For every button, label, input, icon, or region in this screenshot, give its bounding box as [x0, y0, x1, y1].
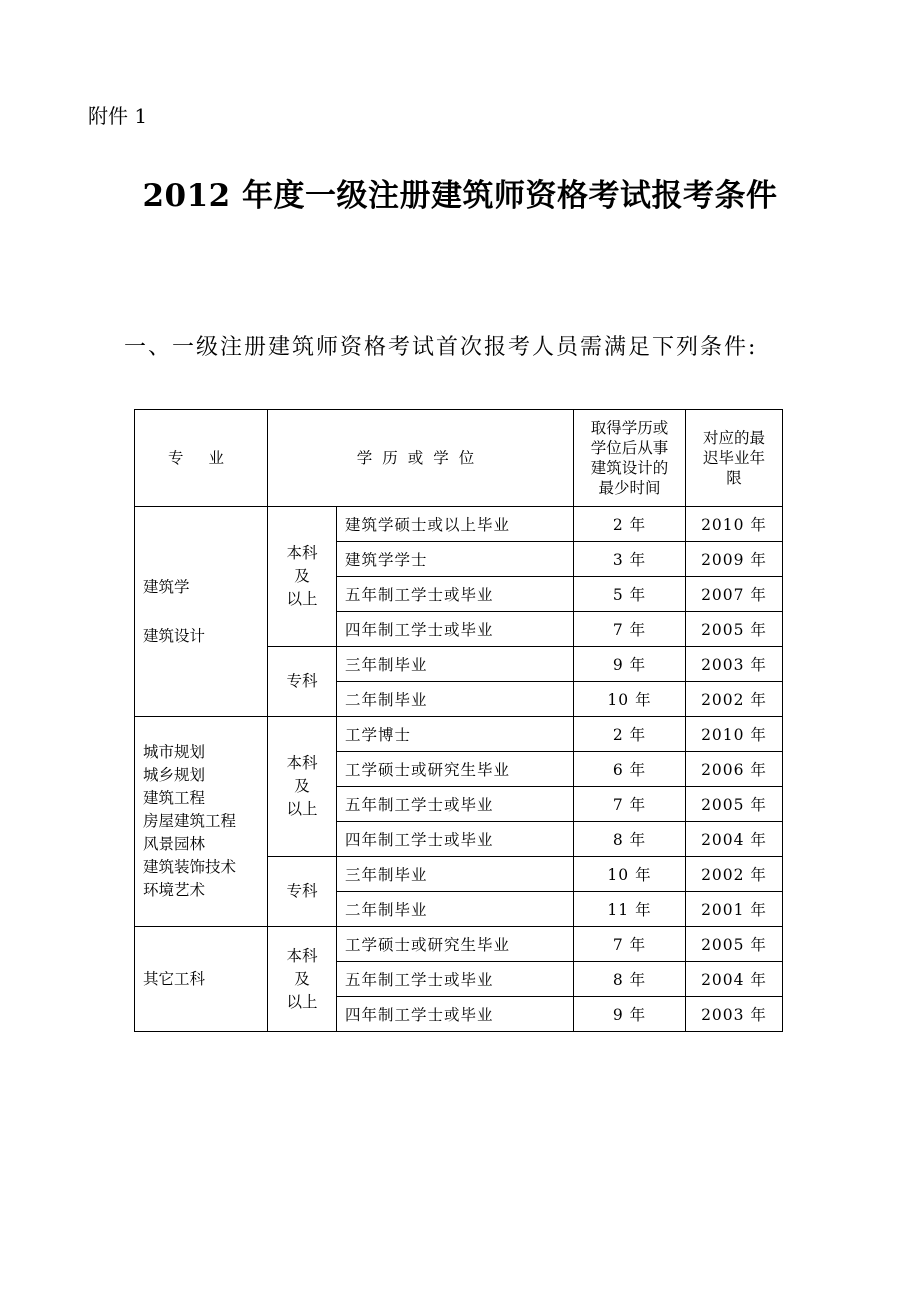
deadline-cell: 2004 年 [686, 822, 783, 857]
table-row [135, 507, 783, 542]
deadline-cell: 2006 年 [686, 752, 783, 787]
major-cell [135, 717, 268, 927]
section-heading: 一、一级注册建筑师资格考试首次报考人员需满足下列条件: [124, 335, 758, 360]
deadline-cell: 2002 年 [686, 682, 783, 717]
min-years-cell: 8 年 [574, 962, 686, 997]
degree-cell: 四年制工学士或毕业 [337, 997, 574, 1032]
level-cell [268, 857, 337, 927]
degree-cell: 工学博士 [337, 717, 574, 752]
deadline-cell: 2010 年 [686, 717, 783, 752]
deadline-cell: 2004 年 [686, 962, 783, 997]
table-header-row [135, 410, 783, 507]
min-years-cell: 10 年 [574, 682, 686, 717]
min-years-cell: 7 年 [574, 612, 686, 647]
major-cell [135, 927, 268, 1032]
degree-cell: 工学硕士或研究生毕业 [337, 752, 574, 787]
min-years-cell: 2 年 [574, 717, 686, 752]
header-major: 专 业 [135, 410, 268, 507]
level-label: 本科 及 以上 [286, 946, 318, 1011]
degree-cell: 二年制毕业 [337, 892, 574, 927]
deadline-cell: 2009 年 [686, 542, 783, 577]
min-years-cell: 7 年 [574, 787, 686, 822]
table-row [135, 927, 783, 962]
page-title: 2012 年度一级注册建筑师资格考试报考条件 [142, 178, 778, 214]
major-name: 环境艺术 [143, 881, 206, 899]
table-body [135, 507, 783, 1032]
major-name: 建筑装饰技术 [143, 858, 237, 876]
table-row [135, 717, 783, 752]
deadline-cell: 2007 年 [686, 577, 783, 612]
min-years-cell: 7 年 [574, 927, 686, 962]
major-name: 风景园林 [143, 835, 206, 853]
min-years-cell: 3 年 [574, 542, 686, 577]
level-label: 本科 及 以上 [286, 544, 318, 608]
degree-cell: 建筑学硕士或以上毕业 [337, 507, 574, 542]
degree-cell: 三年制毕业 [337, 647, 574, 682]
deadline-cell: 2003 年 [686, 997, 783, 1032]
level-label: 专科 [286, 882, 318, 900]
deadline-cell: 2005 年 [686, 927, 783, 962]
level-cell [268, 717, 337, 857]
degree-cell: 工学硕士或研究生毕业 [337, 927, 574, 962]
level-label: 专科 [286, 672, 318, 690]
deadline-cell: 2002 年 [686, 857, 783, 892]
major-name: 城市规划 [143, 743, 206, 761]
major-name: 建筑设计 [143, 626, 206, 645]
degree-cell: 四年制工学士或毕业 [337, 612, 574, 647]
min-years-cell: 5 年 [574, 577, 686, 612]
deadline-cell: 2001 年 [686, 892, 783, 927]
major-name: 建筑工程 [143, 789, 206, 807]
degree-cell: 四年制工学士或毕业 [337, 822, 574, 857]
major-name: 房屋建筑工程 [143, 812, 237, 830]
degree-cell: 五年制工学士或毕业 [337, 962, 574, 997]
min-years-cell: 2 年 [574, 507, 686, 542]
degree-cell: 五年制工学士或毕业 [337, 577, 574, 612]
requirements-table [134, 409, 783, 1032]
min-years-cell: 6 年 [574, 752, 686, 787]
degree-cell: 五年制工学士或毕业 [337, 787, 574, 822]
level-cell [268, 647, 337, 717]
min-years-cell: 9 年 [574, 647, 686, 682]
level-label: 本科 及 以上 [286, 754, 318, 818]
degree-cell: 建筑学学士 [337, 542, 574, 577]
deadline-cell: 2003 年 [686, 647, 783, 682]
major-name: 城乡规划 [143, 766, 206, 784]
deadline-cell: 2005 年 [686, 612, 783, 647]
degree-cell: 二年制毕业 [337, 682, 574, 717]
level-cell [268, 507, 337, 647]
header-deadline: 对应的最迟毕业年限 [686, 410, 783, 507]
degree-cell: 三年制毕业 [337, 857, 574, 892]
level-cell [268, 927, 337, 1032]
min-years-cell: 10 年 [574, 857, 686, 892]
major-name: 其它工科 [143, 969, 206, 988]
header-degree: 学历或学位 [268, 410, 574, 507]
deadline-cell: 2010 年 [686, 507, 783, 542]
header-min-years: 取得学历或学位后从事建筑设计的最少时间 [574, 410, 686, 507]
min-years-cell: 11 年 [574, 892, 686, 927]
deadline-cell: 2005 年 [686, 787, 783, 822]
min-years-cell: 9 年 [574, 997, 686, 1032]
major-name: 建筑学 [143, 577, 190, 596]
attachment-label: 附件 1 [88, 104, 148, 128]
min-years-cell: 8 年 [574, 822, 686, 857]
major-cell [135, 507, 268, 717]
